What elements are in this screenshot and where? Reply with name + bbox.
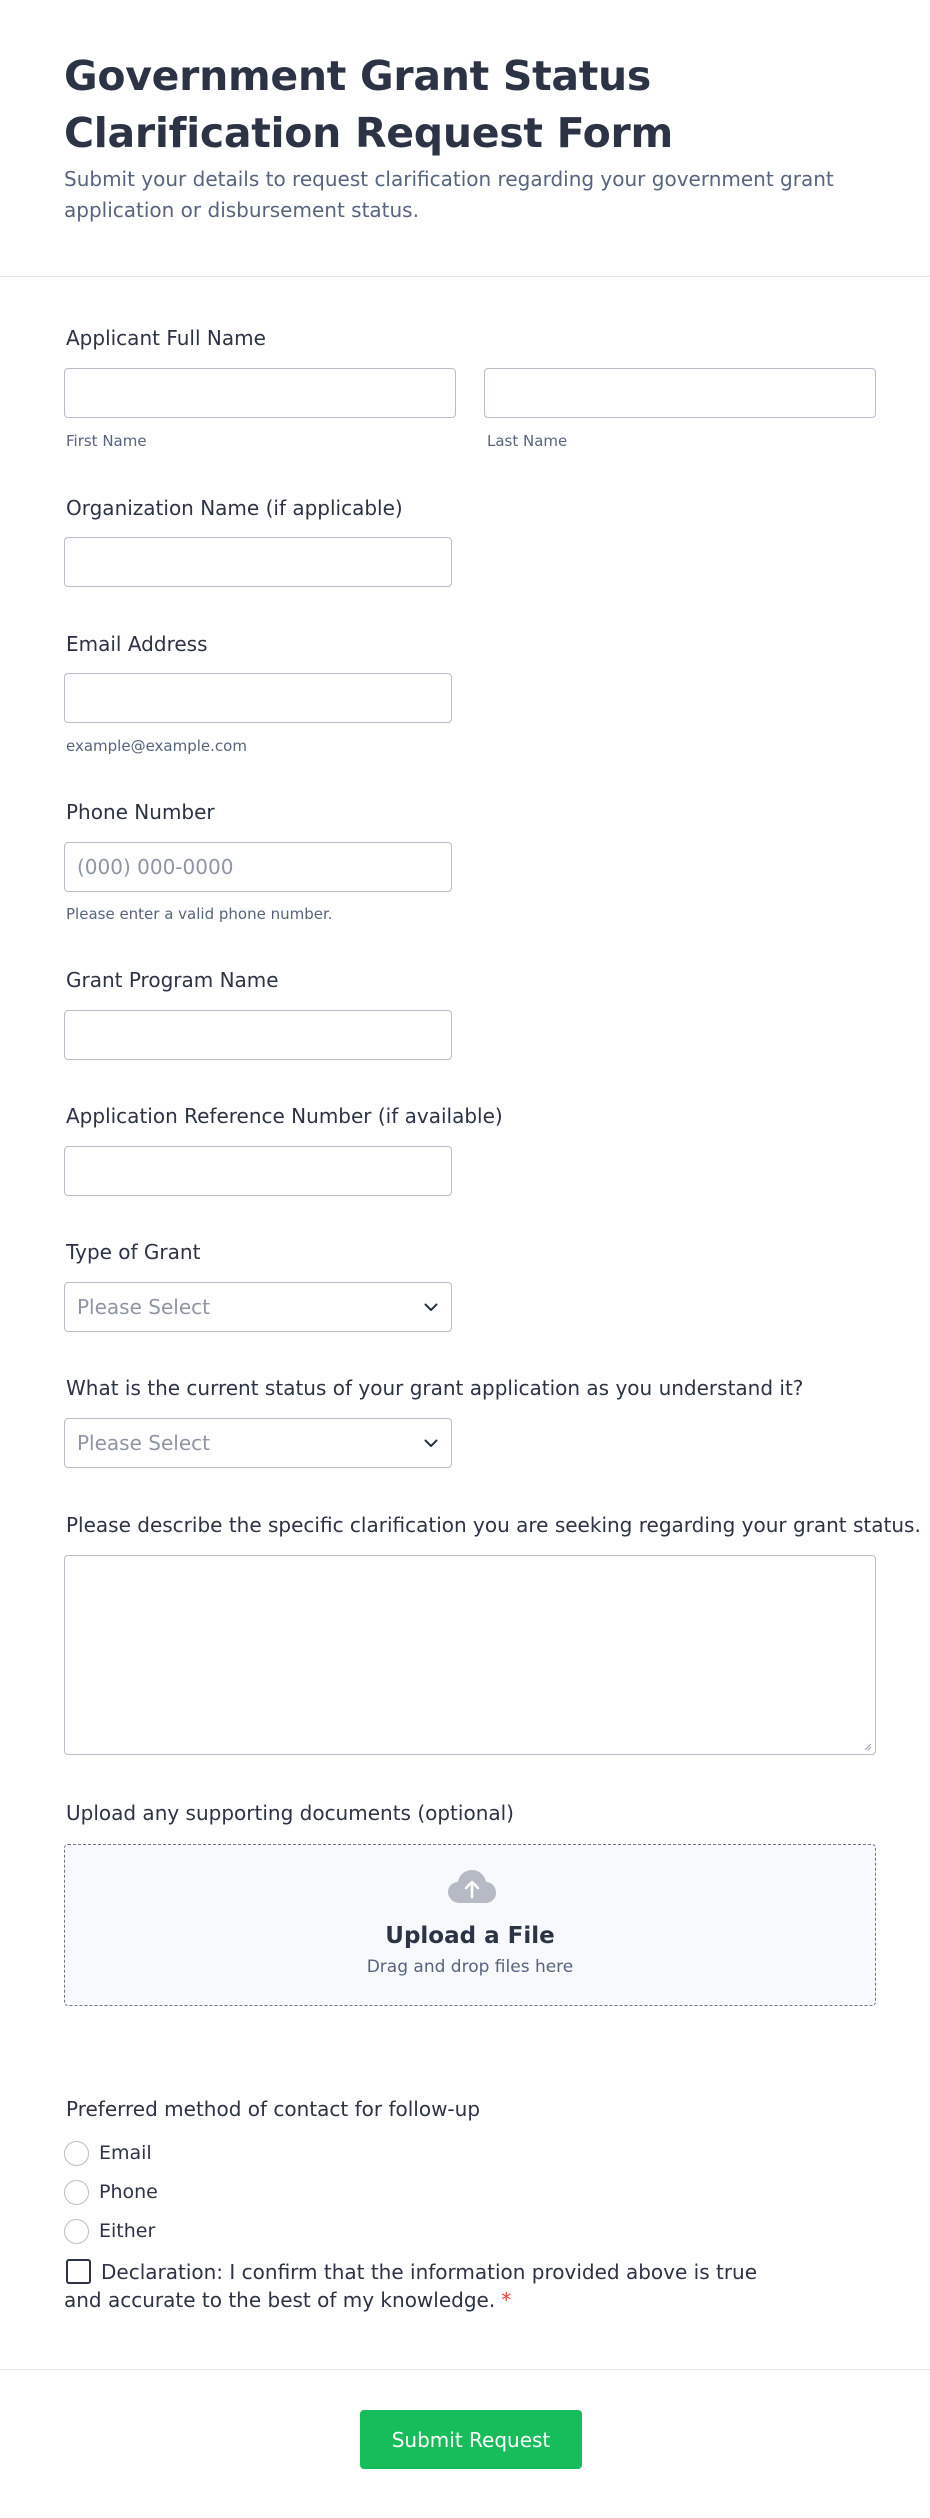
radio-label: Phone (99, 2181, 158, 2203)
grant-type-label: Type of Grant (66, 1240, 201, 1264)
grant-program-input[interactable] (64, 1010, 452, 1060)
grant-type-select[interactable] (64, 1282, 452, 1332)
chevron-down-icon (423, 1435, 439, 1451)
contact-method-label: Preferred method of contact for follow-up (66, 2097, 481, 2121)
first-name-sublabel: First Name (66, 432, 147, 450)
upload-title: Upload a File (385, 1923, 555, 1949)
footer-divider (0, 2369, 930, 2370)
contact-option-either[interactable] (64, 2218, 155, 2244)
page-subtitle: Submit your details to request clarification regarding your government grant application or disbursement status. (64, 167, 834, 222)
last-name-sublabel: Last Name (487, 432, 568, 450)
phone-sublabel: Please enter a valid phone number. (66, 905, 333, 923)
declaration-checkbox[interactable] (66, 2259, 91, 2284)
last-name-input[interactable] (484, 368, 876, 418)
email-sublabel: example@example.com (66, 737, 247, 755)
declaration-text: Declaration: I confirm that the information provided above is true and accurate to the best of my knowledge. (64, 2260, 758, 2312)
status-selected: Please Select (77, 1431, 210, 1455)
required-mark: * (501, 2288, 512, 2312)
clarification-label: Please describe the specific clarification you are seeking regarding your grant status. (66, 1513, 921, 1537)
reference-label: Application Reference Number (if available) (66, 1104, 503, 1128)
radio-button[interactable] (64, 2219, 89, 2244)
radio-button[interactable] (64, 2180, 89, 2205)
status-select[interactable] (64, 1418, 452, 1468)
cloud-upload-icon (447, 1869, 497, 1905)
submit-button[interactable]: Submit Request (360, 2410, 582, 2469)
resize-handle-icon[interactable] (862, 1741, 872, 1751)
email-field[interactable] (64, 673, 452, 723)
contact-option-email[interactable] (64, 2140, 152, 2166)
grant-type-selected: Please Select (77, 1295, 210, 1319)
grant-program-label: Grant Program Name (66, 968, 279, 992)
radio-button[interactable] (64, 2141, 89, 2166)
file-upload-dropzone[interactable] (64, 1844, 876, 2006)
organization-label: Organization Name (if applicable) (66, 496, 403, 520)
email-label: Email Address (66, 632, 208, 656)
reference-input[interactable] (64, 1146, 452, 1196)
phone-input[interactable] (64, 842, 452, 892)
first-name-input[interactable] (64, 368, 456, 418)
clarification-textarea[interactable] (64, 1555, 876, 1755)
organization-input[interactable] (64, 537, 452, 587)
page-title: Government Grant Status Clarification Request Form (64, 52, 673, 157)
status-label: What is the current status of your grant application as you understand it? (66, 1376, 804, 1400)
declaration (64, 2258, 784, 2314)
chevron-down-icon (423, 1299, 439, 1315)
radio-label: Email (99, 2142, 152, 2164)
form-header (0, 0, 930, 277)
full-name-label: Applicant Full Name (66, 326, 266, 350)
phone-label: Phone Number (66, 800, 215, 824)
upload-label: Upload any supporting documents (optional) (66, 1801, 514, 1825)
upload-subtitle: Drag and drop files here (366, 1957, 574, 1977)
radio-label: Either (99, 2220, 156, 2242)
contact-option-phone[interactable] (64, 2179, 158, 2205)
